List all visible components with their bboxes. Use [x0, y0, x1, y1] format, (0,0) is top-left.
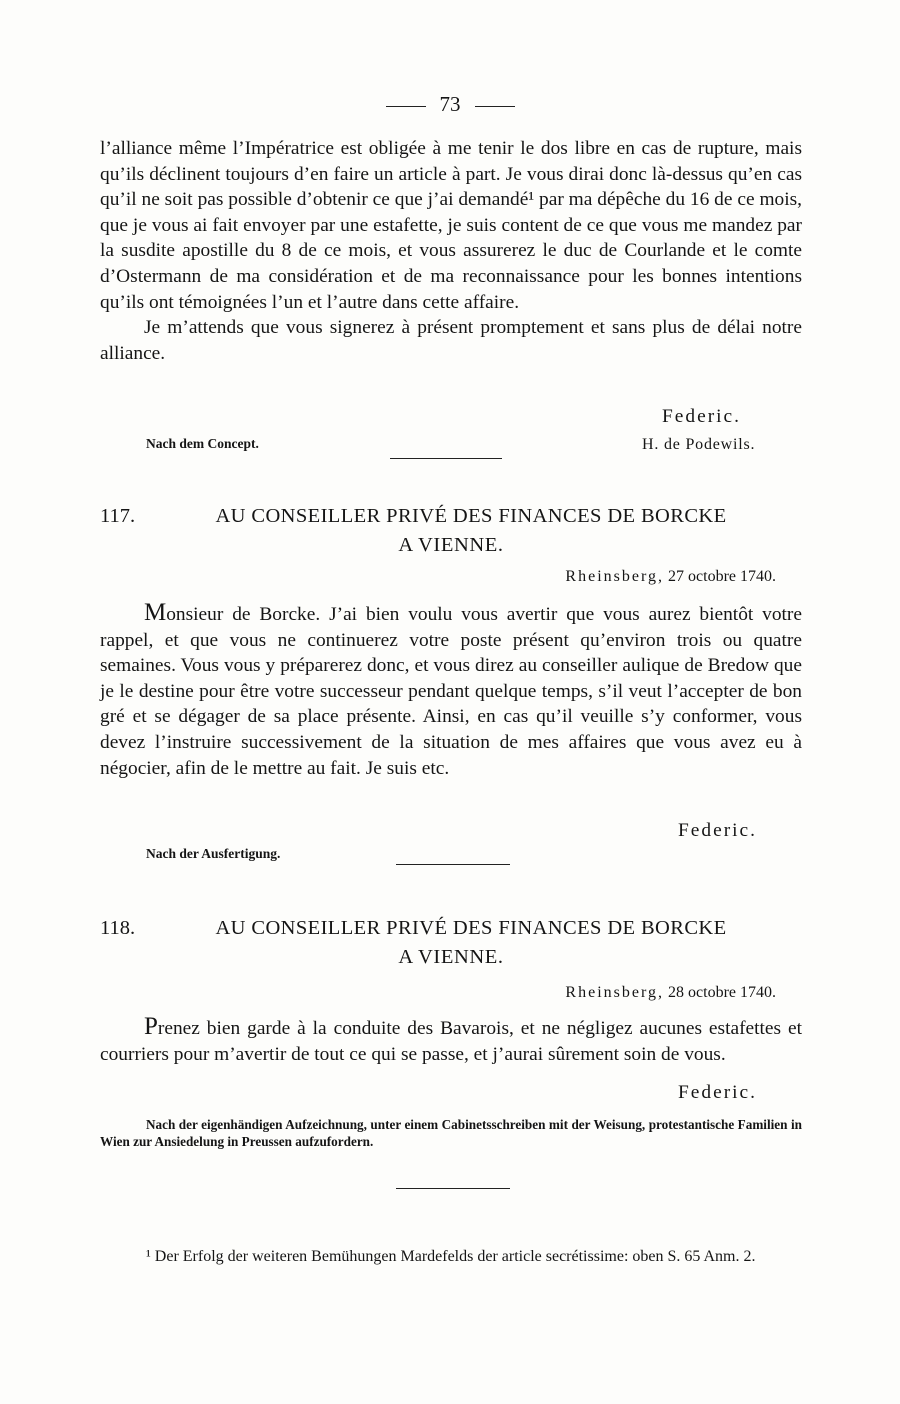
letter-117-text: Monsieur de Borcke. J’ai bien voulu vous avertir que vous aurez bientôt votre rappel, et que vous ne continuerez votre poste présent qu’environ trois ou quatre semaines. Vous vous y préparerez donc, et vous direz au conseiller aulique de Bredow que je le destine pour être votre successeur pendant quelque temps, s’il veut l’accepter de bon gré et se dégager de sa place présente. Ainsi, en cas qu’il veuille s’y conformer, vous devez l’instruire successivement de la situation de mes affaires que vous avez eu à négocier, afin de le mettre au fait. Je suis etc.: [100, 599, 802, 779]
intro-paragraph-1: l’alliance même l’Impératrice est obligée à me tenir le dos libre en cas de rupture, mais qu’ils déclinent toujours d’en faire un article à part. Je vous dirai donc là-dessus qu’en cas qu’il ne soit pas possible d’obtenir ce que j’ai demandé¹ par ma dépêche du 16 de ce mois, que je vous ai fait envoyer par une estafette, je suis content de ce que vous me mandez par la susdite apostille du 8 de ce mois, et vous assurerez le duc de Courlande et le comte d’Ostermann de ma considération et de ma reconnaissance pour les bonnes intentions qu’ils ont témoignées l’un et l’autre dans cette affaire.: [100, 138, 802, 313]
letter-117-place: Rheinsberg,: [565, 568, 665, 585]
header-rule-right: [475, 106, 515, 107]
letter-117-body: [100, 600, 802, 781]
header-rule-left: [386, 106, 426, 107]
letter-118-text: Prenez bien garde à la conduite des Bavarois, et ne négligez aucunes estafettes et courriers pour m’avertir de tout ce qui se passe, et j’aurai sûrement soin de vous.: [100, 1013, 802, 1065]
letter-117-date: 27 octobre 1740.: [668, 568, 776, 585]
letter-117-title-line2: A VIENNE.: [398, 534, 504, 556]
letter-117-heading: [100, 502, 802, 560]
letter-117-source-note: Nach der Ausfertigung.: [146, 846, 281, 861]
letter-118-heading: [100, 914, 802, 972]
intro-source-note: Nach dem Concept.: [146, 436, 259, 451]
page-number: 73: [439, 92, 461, 116]
letter-118-source-note: [100, 1116, 802, 1150]
letter-117-title: AU CONSEILLER PRIVÉ DES FINANCES DE BORCKE: [215, 505, 727, 527]
letter-118-place: Rheinsberg,: [565, 984, 665, 1001]
letter-118-date: 28 octobre 1740.: [668, 984, 776, 1001]
letter-118-signature: Federic.: [678, 1082, 757, 1103]
footnote: [100, 1246, 802, 1268]
letter-118-source-text: Nach der eigenhändigen Aufzeichnung, unter einem Cabinetsschreiben mit der Weisung, protestantische Familien in Wien zur Ansiedelung in Preussen aufzufordern.: [100, 1117, 802, 1149]
letter-118-dateline: [565, 984, 776, 1002]
intro-text: [100, 136, 802, 366]
page-header: [0, 92, 900, 117]
letter-118-body: [100, 1014, 802, 1067]
section-divider: [396, 864, 510, 865]
letter-118-title-line2: A VIENNE.: [398, 946, 504, 968]
letter-118-number: 118.: [100, 917, 136, 939]
section-divider: [396, 1188, 510, 1189]
intro-signature: Federic.: [662, 406, 741, 427]
footnote-text: ¹ Der Erfolg der weiteren Bemühungen Mardefelds der article secrétissime: oben S. 65 Anm. 2.: [146, 1248, 756, 1265]
letter-118-title: AU CONSEILLER PRIVÉ DES FINANCES DE BORCKE: [215, 917, 727, 939]
intro-paragraph-2: Je m’attends que vous signerez à présent promptement et sans plus de délai notre alliance.: [100, 317, 802, 364]
intro-countersignature: H. de Podewils.: [642, 436, 756, 453]
letter-117-signature: Federic.: [678, 820, 757, 841]
section-divider: [390, 458, 502, 459]
letter-117-number: 117.: [100, 505, 136, 527]
letter-117-dateline: [565, 568, 776, 586]
